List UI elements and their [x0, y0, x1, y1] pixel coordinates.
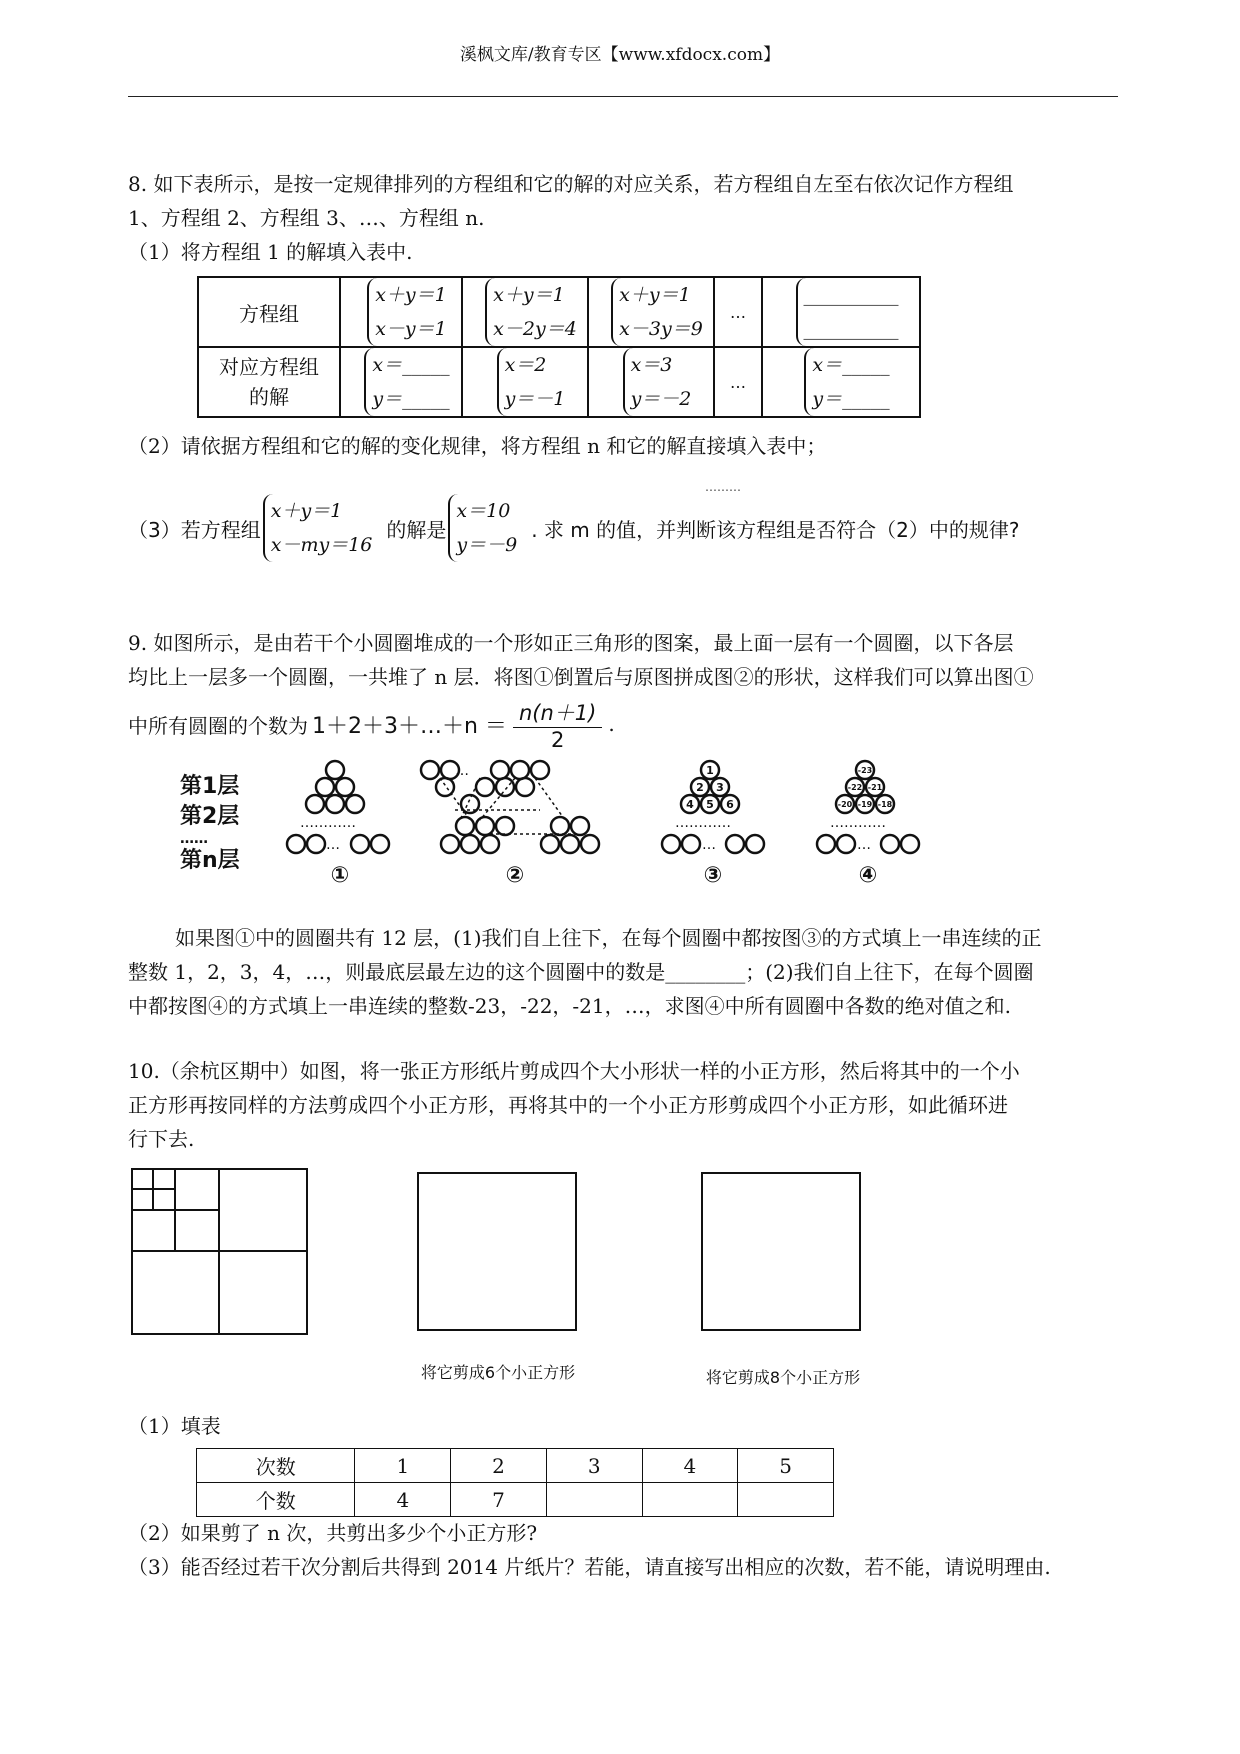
q10-part2: （2）如果剪了 n 次，共剪出多少个小正方形? — [128, 1521, 538, 1545]
q8-part3-system: x＋y＝1 x－my＝16 — [263, 494, 373, 562]
q8-ellipsis-1: … — [714, 277, 762, 347]
fig-num-2: ② — [505, 863, 525, 888]
fig4-num-5: -19 — [857, 800, 873, 809]
q10-part3: （3）能否经过若干次分割后共得到 2014 片纸片？若能，请直接写出相应的次数，若不能，请说明理由. — [128, 1555, 1051, 1579]
q8-system-3: x＋y＝1 x－3y＝9 — [588, 277, 714, 347]
q8-solution-1: x＝_____ y＝_____ — [340, 347, 462, 417]
q8-line2: 1、方程组 2、方程组 3、…、方程组 n. — [128, 206, 485, 230]
q8-system-n: __________ __________ — [762, 277, 920, 347]
q9-line3: 中所有圆圈的个数为 1＋2＋3＋…＋n ＝ $\frac{n(n+1)}{2}$ . — [128, 694, 615, 754]
q10-count-5 — [738, 1483, 834, 1517]
q8-part3-b: 的解是 — [386, 517, 447, 542]
q8-part3-a: （3）若方程组 — [128, 517, 261, 542]
q10-times-3: 3 — [546, 1449, 642, 1483]
q10-figure — [128, 1165, 968, 1405]
q8-part1: （1）将方程组 1 的解填入表中. — [128, 240, 413, 264]
q10-count-1: 4 — [355, 1483, 451, 1517]
blank-square-6 — [418, 1173, 576, 1330]
fig2-top-dots: … — [455, 763, 469, 779]
q9-para3: 中都按图④的方式填上一串连续的整数-23，-22，-21，…，求图④中所有圆圈中各数的绝对值之和. — [128, 994, 1011, 1018]
fig3-num-3: 3 — [716, 781, 724, 794]
subdivided-square — [132, 1169, 307, 1334]
fig1-dotted-row: ………… — [300, 815, 356, 831]
q10-count-4 — [642, 1483, 738, 1517]
q8-solution-n: x＝_____ y＝_____ — [762, 347, 920, 417]
fig4-num-2: -22 — [847, 783, 863, 792]
header-divider — [128, 96, 1118, 97]
q10-times-2: 2 — [451, 1449, 547, 1483]
q10-line1: 10.（余杭区期中）如图，将一张正方形纸片剪成四个大小形状一样的小正方形，然后将其中的一个小 — [128, 1059, 1020, 1083]
q9-line1: 9. 如图所示，是由若干个小圆圈堆成的一个形如正三角形的图案，最上面一层有一个圆圈，以下各层 — [128, 631, 1014, 655]
q9-formula-denominator: 2 — [550, 727, 565, 752]
q9-layer-labels — [180, 772, 240, 876]
q8-dots: ……… — [705, 480, 741, 494]
q8-part2: （2）请依据方程组和它的解的变化规律，将方程组 n 和它的解直接填入表中； — [128, 434, 827, 458]
layer-label-1: 第1层 — [180, 774, 240, 799]
q10-fill-table: （1）填表 — [128, 1414, 221, 1438]
q10-count-3 — [546, 1483, 642, 1517]
fig-num-1: ① — [330, 863, 350, 888]
q10-table — [196, 1448, 834, 1517]
q9-formula-fraction — [513, 697, 602, 752]
fig3-dotted-row: ………… — [675, 815, 731, 831]
page-header: 溪枫文库/教育专区【www.xfdocx.com】 — [459, 45, 781, 65]
q9-para1: 如果图①中的圆圈共有 12 层，(1)我们自上往下，在每个圆圈中都按图③的方式填上一串连续的正 — [175, 926, 1042, 950]
fig4-bottom-dots: … — [857, 837, 871, 853]
figure-2-combined — [421, 761, 599, 853]
q9-para2: 整数 1，2，3，4，…，则最底层最左边的这个圆圈中的数是________；(2)我们自上往下，在每个圆圈 — [128, 960, 1034, 984]
fig3-num-4: 4 — [686, 798, 694, 811]
q10-count-2: 7 — [451, 1483, 547, 1517]
q9-figure — [280, 750, 940, 900]
q9-formula-sum: 1＋2＋3＋…＋n ＝ — [312, 713, 507, 739]
fig3-num-2: 2 — [696, 781, 704, 794]
fig3-num-5: 5 — [706, 798, 714, 811]
blank-square-8 — [702, 1173, 860, 1330]
q8-system-1: x＋y＝1 x－y＝1 — [340, 277, 462, 347]
fig1-bottom-dots: … — [326, 837, 340, 853]
fig4-num-1: -23 — [857, 766, 873, 775]
layer-label-2: 第2层 — [180, 804, 240, 829]
q8-line1: 8. 如下表所示，是按一定规律排列的方程组和它的解的对应关系，若方程组自左至右依次记作方程组 — [128, 172, 1014, 196]
q8-solution-3: x＝3 y＝－2 — [588, 347, 714, 417]
q8-part3 — [128, 493, 1019, 563]
fig4-dotted-row: ………… — [830, 815, 886, 831]
q8-row1-label: 方程组 — [198, 277, 340, 347]
q8-row2-label: 对应方程组 的解 — [198, 347, 340, 417]
q8-part3-solution: x＝10 y＝－9 — [448, 494, 517, 562]
q8-table — [197, 276, 921, 418]
q10-row1-label: 次数 — [197, 1449, 355, 1483]
caption-6-squares: 将它剪成6个小正方形 — [420, 1363, 576, 1382]
q10-line3: 行下去. — [128, 1127, 195, 1151]
q8-solution-2: x＝2 y＝－1 — [462, 347, 588, 417]
q8-part3-c: . 求 m 的值，并判断该方程组是否符合（2）中的规律? — [531, 517, 1020, 542]
layer-label-n: 第n层 — [180, 848, 240, 873]
fig4-num-6: -18 — [877, 800, 893, 809]
q10-row2-label: 个数 — [197, 1483, 355, 1517]
fig-num-4: ④ — [858, 863, 878, 888]
q8-system-2: x＋y＝1 x－2y＝4 — [462, 277, 588, 347]
q10-times-4: 4 — [642, 1449, 738, 1483]
layer-label-dots: …… — [180, 831, 208, 847]
fig3-bottom-dots: … — [702, 837, 716, 853]
caption-8-squares: 将它剪成8个小正方形 — [705, 1368, 861, 1387]
q9-line2: 均比上一层多一个圆圈，一共堆了 n 层．将图①倒置后与原图拼成图②的形状，这样我们可以算出图① — [128, 665, 1034, 689]
q10-line2: 正方形再按同样的方法剪成四个小正方形，再将其中的一个小正方形剪成四个小正方形，如此循环进 — [128, 1093, 1008, 1117]
q10-times-5: 5 — [738, 1449, 834, 1483]
fig4-num-4: -20 — [837, 800, 853, 809]
fig3-num-1: 1 — [706, 764, 714, 777]
q10-times-1: 1 — [355, 1449, 451, 1483]
fig-num-3: ③ — [703, 863, 723, 888]
q9-formula-numerator: n(n＋1) — [513, 697, 602, 728]
q8-ellipsis-2: … — [714, 347, 762, 417]
fig4-num-3: -21 — [867, 783, 883, 792]
fig3-num-6: 6 — [726, 798, 734, 811]
